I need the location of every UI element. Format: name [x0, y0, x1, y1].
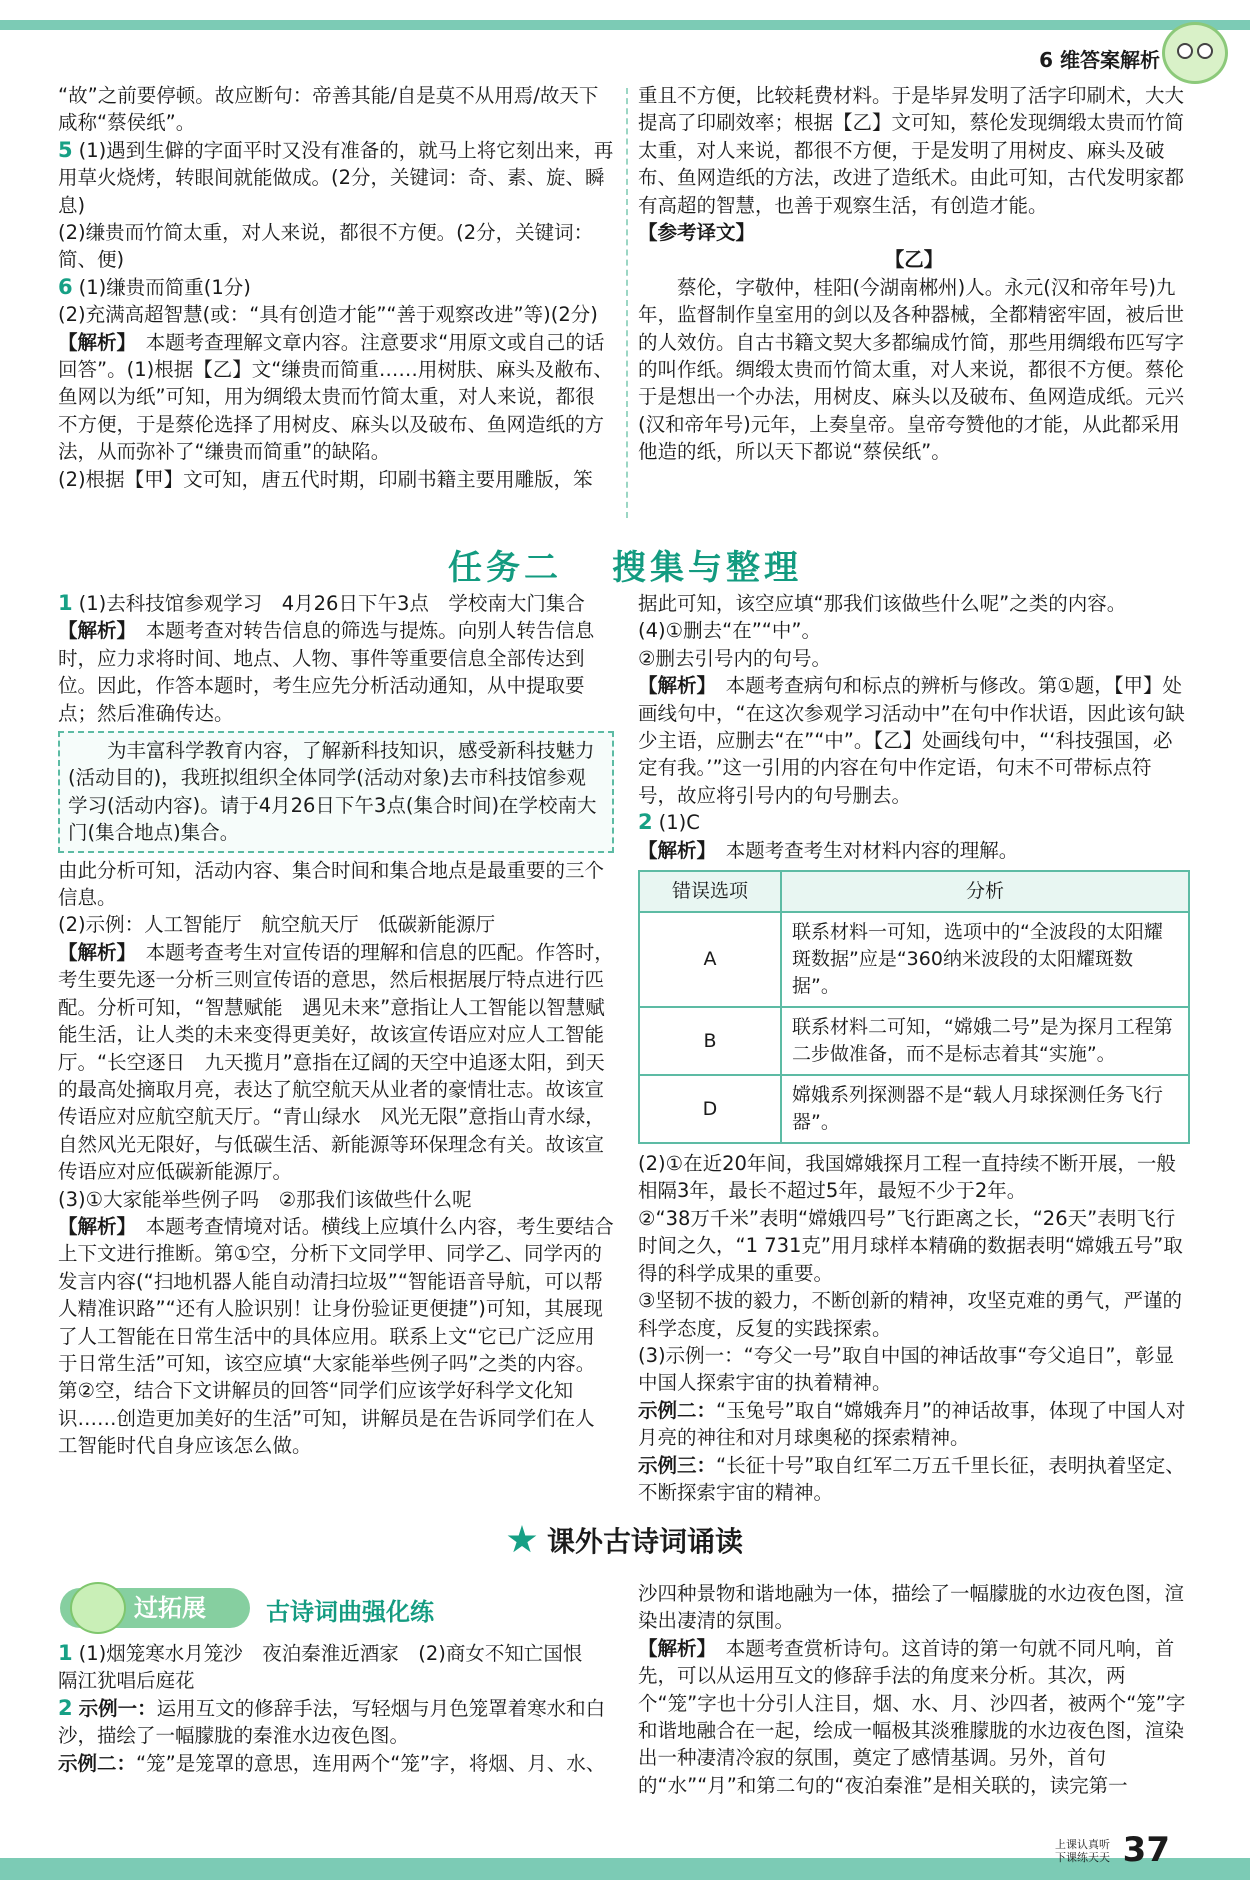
paragraph: 重且不方便，比较耗费材料。于是毕昇发明了活字印刷术，大大提高了印刷效率；根据【乙】文可知，蔡伦发现绸缎太贵而竹简太重，对人来说，都很不方便，于是发明了用树皮、麻头及破布、鱼网造纸的方法，改进了造纸术。由此可知，古代发明家都有高超的智慧，也善于观察生活，有创造才能。 [638, 84, 1185, 217]
answer-text: ③坚韧不拔的毅力，不断创新的精神，攻坚克难的勇气，严谨的科学态度，反复的实践探索。 [638, 1289, 1182, 1340]
answer-text: (1)缣贵而简重(1分) [78, 275, 251, 299]
table-header: 错误选项 [639, 871, 781, 912]
answer-text [638, 1397, 1190, 1452]
column-divider [626, 88, 628, 518]
answer-text: (1)遇到生僻的字面平时又没有准备的，就马上将它刻出来，再用草火烧烤，转眼间就能做成。(2分，关键词：奇、素、旋、瞬息) [58, 138, 614, 217]
table-row [639, 1075, 1189, 1143]
section-title-part: 搜集与整理 [612, 548, 802, 588]
section-title-task-2 [0, 540, 1250, 589]
middle-right-column [638, 590, 1190, 1506]
analysis [58, 329, 614, 466]
answer-text: ②“38万千米”表明“嫦娥四号”飞行距离之长，“26天”表明飞行时间之久，“1 731克”用月球样本精确的数据表明“嫦娥五号”取得的科学成果的重要。 [638, 1206, 1183, 1285]
analysis-text: 本题考查理解文章内容。注意要求“用原文或自己的话回答”。(1)根据【乙】文“缣贵而简重……用树肤、麻头及敝布、鱼网以为纸”可知，用为绸缎太贵而竹简太重，对人来说，都很不方便，于是蔡伦选择了用树皮、麻头以及破布、鱼网造纸的方法，从而弥补了“缣贵而简重”的缺陷。 [58, 330, 613, 464]
answer-text: (1)烟笼寒水月笼沙 夜泊秦淮近酒家 (2)商女不知亡国恨 隔江犹唱后庭花 [58, 1642, 602, 1693]
analysis-label: 【解析】 [58, 1214, 127, 1238]
analysis-cell: 联系材料一可知，选项中的“全波段的太阳耀斑数据”应是“360纳米波段的太阳耀斑数据”。 [781, 912, 1189, 1007]
section-title-classical-poetry [0, 1520, 1250, 1560]
option-cell: D [639, 1075, 781, 1143]
mascot-icon [1162, 22, 1228, 84]
paragraph: 沙四种景物和谐地融为一体，描绘了一幅朦胧的水边夜色图，渲染出凄清的氛围。 [638, 1582, 1185, 1633]
notice-box: 为丰富科学教育内容，了解新科技知识，感受新科技魅力(活动目的)，我班拟组织全体同学(活动对象)去市科技馆参观学习(活动内容)。请于4月26日下午3点(集合时间)在学校南大门(集合地点)集合。 [58, 731, 614, 853]
answer-text: ②删去引号内的句号。 [638, 646, 831, 670]
banner-caption: 古诗词曲强化练 [266, 1598, 434, 1626]
translation-heading: 【乙】 [884, 248, 944, 272]
answer-text: (1)C [658, 811, 700, 835]
analysis [638, 837, 1190, 864]
answer-text: (2)充满高超智慧(或：“具有创造才能”“善于观察改进”等)(2分) [58, 303, 598, 327]
answer-text: (1)去科技馆参观学习 4月26日下午3点 学校南大门集合 [78, 592, 585, 615]
example-text: 运用互文的修辞手法，写轻烟与月色笼罩着寒水和白沙，描绘了一幅朦胧的秦淮水边夜色图。 [58, 1696, 606, 1748]
analysis-label: 【解析】 [638, 674, 707, 698]
question-number: 5 [58, 137, 73, 162]
analysis [58, 939, 614, 1186]
top-bar [0, 20, 1250, 30]
analysis-text: 本题考查对转告信息的筛选与提炼。向别人转告信息时，应力求将时间、地点、人物、事件等重要信息全部传达到位。因此，作答本题时，考生应先分析活动通知，从中提取要点；然后准确传达。 [58, 619, 595, 725]
mascot-icon [70, 1582, 126, 1634]
example-label: 示例三： [638, 1453, 717, 1477]
table-header-row [639, 871, 1189, 912]
option-cell: A [639, 912, 781, 1007]
bottom-right-column [638, 1580, 1190, 1799]
answer-text: (3)①大家能举些例子吗 ②那我们该做些什么呢 [58, 1187, 472, 1211]
question-2 [638, 809, 1190, 836]
table-row [639, 912, 1189, 1007]
page-header-title: 6 维答案解析 [1039, 48, 1160, 72]
question-number: 2 [58, 1695, 73, 1720]
example-text: “笼”是笼罩的意思，连用两个“笼”字，将烟、月、水、 [136, 1751, 606, 1775]
paragraph: “故”之前要停顿。故应断句：帝善其能/自是莫不从用焉/故天下咸称“蔡侯纸”。 [58, 84, 599, 135]
example-text: “长征十号”取自红军二万五千里长征，表明执着坚定、不断探索宇宙的精神。 [638, 1453, 1185, 1504]
example-text: “玉兔号”取自“嫦娥奔月”的神话故事，体现了中国人对月亮的神往和对月球奥秘的探索精神。 [638, 1398, 1186, 1450]
analysis-text: 由此分析可知，活动内容、集合时间和集合地点是最重要的三个信息。 [58, 858, 605, 910]
footer-slogan-line: 上课认真听 [1055, 1838, 1110, 1851]
analysis [58, 1213, 614, 1460]
extension-banner [60, 1588, 460, 1628]
analysis-label: 【解析】 [638, 1636, 707, 1660]
star-icon [507, 1525, 537, 1555]
analysis-text: 本题考查考生对宣传语的理解和信息的匹配。作答时，考生要先逐一分析三则宣传语的意思，然后根据展厅特点进行匹配。分析可知，“智慧赋能 遇见未来”意指让人工智能以智慧赋能生活，让人类的未来变得更美好，故该宣传语应对应人工智能厅。“长空逐日 九天揽月”意指在辽阔的天空中追逐太阳，到天的最高处摘取月亮，表达了航空航天从业者的豪情壮志。故该宣传语应对应航空航天厅。“青山绿水 风光无限”意指山青水绿，自然风光无限好，与低碳生活、新能源等环保理念有关。故该宣传语应对应低碳新能源厅。 [58, 940, 614, 1184]
analysis [638, 672, 1190, 809]
example-label: 示例二： [58, 1751, 137, 1775]
analysis-text: 本题考查情境对话。横线上应填什么内容，考生要结合上下文进行推断。第①空，分析下文同学甲、同学乙、同学丙的发言内容(“扫地机器人能自动清扫垃圾”“智能语音导航，可以帮人精准识路”“还有人脸识别！让身份验证更便捷”)可知，其展现了人工智能在日常生活中的具体应用。联系上文“它已广泛应用于日常生活”可知，该空应填“大家能举些例子吗”之类的内容。第②空，结合下文讲解员的回答“同学们应该学好科学文化知识……创造更加美好的生活”可知，讲解员是在告诉同学们在人工智能时代自身应该怎么做。 [58, 1214, 614, 1458]
example-label: 示例二： [638, 1398, 717, 1422]
section-title-part: 任务二 [448, 548, 562, 588]
question-number: 1 [58, 591, 73, 615]
analysis-text: (2)根据【甲】文可知，唐五代时期，印刷书籍主要用雕版，笨 [58, 467, 593, 491]
analysis-label: 【解析】 [58, 940, 127, 964]
example-label: 示例一： [78, 1696, 157, 1720]
error-options-table [638, 870, 1190, 1144]
question-2 [58, 1695, 614, 1750]
answer-text [638, 1452, 1190, 1507]
table-header: 分析 [781, 871, 1189, 912]
answer-text: (2)示例：人工智能厅 航空航天厅 低碳新能源厅 [58, 913, 496, 937]
analysis-cell: 嫦娥系列探测器不是“载人月球探测任务飞行器”。 [781, 1075, 1189, 1143]
analysis-text: 本题考查赏析诗句。这首诗的第一句就不同凡响，首先，可以从运用互文的修辞手法的角度来分析。其次，两个“笼”字也十分引人注目，烟、水、月、沙四者，被两个“笼”字和谐地融合在一起，绘成一幅极其淡雅朦胧的水边夜色图，渲染出一种凄清冷寂的氛围，奠定了感情基调。另外，首句的“水”“月”和第二句的“夜泊秦淮”是相关联的，读完第一 [638, 1636, 1186, 1797]
translation-text: 蔡伦，字敬仲，桂阳(今湖南郴州)人。永元(汉和帝年号)九年，监督制作皇室用的剑以及各种器械，全都精密牢固，被后世的人效仿。自古书籍文契大多都编成竹简，那些用绸缎布匹写字的叫作纸。绸缎太贵而竹简太重，对人来说，都很不方便。蔡伦于是想出一个办法，用树皮、麻头以及破布、鱼网造成纸。元兴(汉和帝年号)元年，上奏皇帝。皇帝夸赞他的才能，从此都采用他造的纸，所以天下都说“蔡侯纸”。 [638, 275, 1185, 464]
question-1 [58, 590, 614, 617]
page-number: 37 [1122, 1830, 1170, 1870]
reference-translation-label: 【参考译文】 [638, 221, 756, 245]
top-left-column [58, 82, 614, 493]
question-number: 2 [638, 810, 653, 835]
answer-text: (2)①在近20年间，我国嫦娥探月工程一直持续不断开展，一般相隔3年，最长不超过5年，最短不少于2年。 [638, 1152, 1176, 1203]
top-right-column [638, 82, 1190, 466]
table-row [639, 1007, 1189, 1075]
option-cell: B [639, 1007, 781, 1075]
footer-slogan [1055, 1838, 1110, 1864]
question-number: 1 [58, 1641, 73, 1665]
question-1 [58, 1640, 614, 1695]
bottom-left-column [58, 1640, 614, 1777]
analysis-text: 本题考查病句和标点的辨析与修改。第①题，【甲】处画线句中，“在这次参观学习活动中”在句中作状语，因此该句缺少主语，应删去“在”“中”。【乙】处画线句中，“‘科技强国，必定有我。’”这一引用的内容在句中作定语，句末不可带标点符号，故应将引号内的句号删去。 [638, 674, 1185, 807]
analysis [638, 1635, 1190, 1799]
answer-text [58, 1750, 614, 1777]
paragraph: 据此可知，该空应填“那我们该做些什么呢”之类的内容。 [638, 592, 1127, 615]
banner-pill: 过拓展 [60, 1588, 250, 1628]
section-title-text: 课外古诗词诵读 [546, 1525, 743, 1558]
answer-text: (4)①删去“在”“中”。 [638, 619, 822, 643]
analysis-label: 【解析】 [58, 330, 127, 354]
answer-text: (3)示例一：“夸父一号”取自中国的神话故事“夸父追日”，彰显中国人探索宇宙的执着精神。 [638, 1343, 1175, 1395]
middle-left-column [58, 590, 614, 1460]
analysis-cell: 联系材料二可知，“嫦娥二号”是为探月工程第二步做准备，而不是标志着其“实施”。 [781, 1007, 1189, 1075]
answer-text: (2)缣贵而竹简太重，对人来说，都很不方便。(2分，关键词：简、便) [58, 221, 594, 272]
footer-slogan-line: 下课练天天 [1055, 1851, 1110, 1864]
question-5 [58, 137, 614, 219]
analysis [58, 617, 614, 727]
question-6 [58, 274, 614, 301]
analysis-text: 本题考查考生对材料内容的理解。 [725, 838, 1019, 862]
analysis-label: 【解析】 [638, 838, 707, 862]
question-number: 6 [58, 274, 73, 299]
analysis-label: 【解析】 [58, 619, 127, 643]
